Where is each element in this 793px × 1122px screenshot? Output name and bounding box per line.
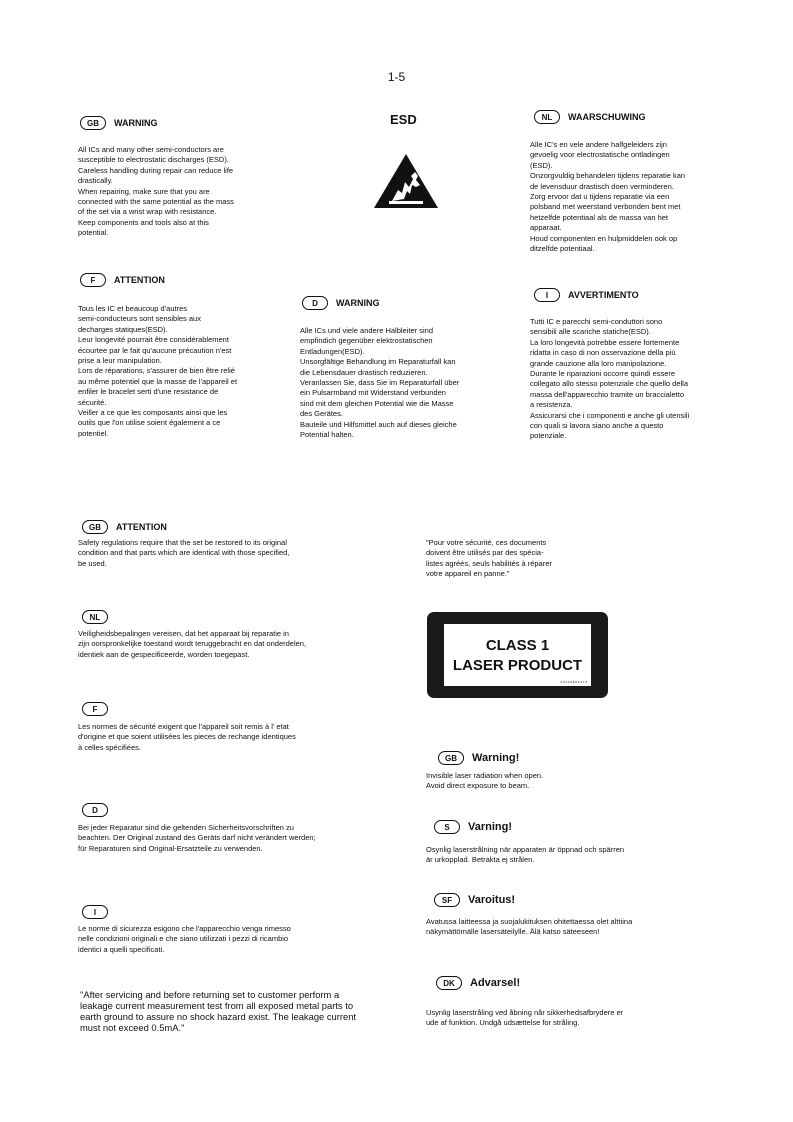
language-badge-i: I xyxy=(534,288,560,302)
f-attention-header xyxy=(80,273,165,287)
nl-warning-header xyxy=(534,110,646,124)
gb-warning-header xyxy=(80,116,158,130)
gb-warning-text: All ICs and many other semi-conductors are susceptible to electrostatic discharges (ESD). Careless handling during repair can reduce life drastically. When repairing, make sure that you are connected with the same potential as the mass of the set via a wrist wrap with resistance. Keep components and tools also at this potential. xyxy=(78,145,234,238)
gb-laser-warning-text: Invisible laser radiation when open. Avoid direct exposure to beam. xyxy=(426,771,544,791)
fr-service-note: "Pour votre sécurité, ces documents doivent être utilisés par des spécia- listes agréés, seuls habilités à réparer votre appareil en panne." xyxy=(426,538,552,579)
language-badge-dk: DK xyxy=(436,976,462,990)
language-badge-f-safety: F xyxy=(82,702,108,716)
nl-safety-header xyxy=(82,610,108,624)
language-badge-sf: SF xyxy=(434,893,460,907)
i-safety-text: Le norme di sicurezza esigono che l'apparecchio venga rimesso nelle condizioni originali e che siano utilizzati i pezzi di ricambio identici a quelli specificati. xyxy=(78,924,291,954)
language-badge-d-safety: D xyxy=(82,803,108,817)
language-badge-gb: GB xyxy=(80,116,106,130)
f-attention-text: Tous les IC et beaucoup d'autres semi-conducteurs sont sensibles aux decharges statiques(ESD). Leur longevité pourrait être considérablement écourtee par le fait qu'aucune précaution n'est prise a leur manipulation. Lors de réparations, s'assurer de bien être relié au même potentiel que la masse de l'appareil et enfiler le bracelet serti d'une resistance de sécurité. Veiller a ce que les composants ainsi que les outils que l'on utilise soient également a ce potentiel. xyxy=(78,304,238,438)
d-warning-title: WARNING xyxy=(336,298,380,308)
i-warning-text: Tutti IC e parecchi semi-conduttori sono sensibili alle scariche statiche(ESD). La loro longevità potrebbe essere fortemente ridatta in caso di non osservazione della più grande cauzione alla loro manipolazione. Durante le riparazioni occorre quindi essere collegato allo stesso potenziale che quello della massa dell'apparecchio tramite un braccialetto a resistenza. Assicurarsi che i componenti e anche gli utensili con quali si lavora siano anche a questo potenziale. xyxy=(530,317,690,441)
language-badge-gb-laser: GB xyxy=(438,751,464,765)
laser-label-code: 3 3 2 2 9 5 6 0 4 1 5 xyxy=(560,680,587,684)
f-safety-header xyxy=(82,702,108,716)
language-badge-d: D xyxy=(302,296,328,310)
d-warning-text: Alle ICs und viele andere Halbleiter sind empfindich gegenüber elektrostatischen Entladungen(ESD). Unsorgfältige Behandlung im Reparaturfall kan die Lebensdauer drastisch reduzieren. Veranlassen Sie, dass Sie im Reparaturfall über ein Pulsarmband mit Widerstand verbunden sind mit dem gleichen Potential wie die Masse des Gerätes. Bauteile und Hilfsmittel auch auf dieses gleiche Potential halten. xyxy=(300,326,460,440)
s-laser-warning-header xyxy=(434,820,512,834)
gb-laser-warning-title: Warning! xyxy=(472,752,520,764)
sf-laser-warning-header xyxy=(434,893,515,907)
dk-laser-warning-text: Usynlig laserstråling ved åbning når sikkerhedsafbrydere er ude af funktion. Undgå udsættelse for stråling. xyxy=(426,1008,624,1028)
language-badge-gb-safety: GB xyxy=(82,520,108,534)
page-number: 1-5 xyxy=(387,70,406,84)
d-safety-header xyxy=(82,803,108,817)
language-badge-nl-safety: NL xyxy=(82,610,108,624)
leakage-current-note: "After servicing and before returning set to customer perform a leakage current measurement test from all exposed metal parts to earth ground to assure no shock hazard exist. The leakage current must not exceed 0.5mA." xyxy=(80,989,357,1033)
laser-label-panel xyxy=(444,624,591,686)
s-laser-warning-title: Varning! xyxy=(468,821,513,833)
language-badge-s: S xyxy=(434,820,460,834)
dk-laser-warning-header xyxy=(436,976,520,990)
gb-laser-warning-header xyxy=(438,751,519,765)
gb-attention-header xyxy=(82,520,167,534)
dk-laser-warning-title: Advarsel! xyxy=(470,977,521,989)
laser-class-text: CLASS 1 xyxy=(485,637,550,654)
nl-warning-title: WAARSCHUWING xyxy=(568,112,646,122)
sf-laser-warning-text: Avatussa laitteessa ja suojalukituksen ohitettaessa olet alttiina näkymättömälle lasersäteilylle. Älä katso säteeseen! xyxy=(426,917,633,937)
laser-product-text: LASER PRODUCT xyxy=(452,657,583,674)
gb-attention-text: Safety regulations require that the set be restored to its original condition and that parts which are identical with those specified, be used. xyxy=(78,538,290,568)
gb-attention-title: ATTENTION xyxy=(116,522,167,532)
d-safety-text: Bei jeder Reparatur sind die geltenden Sicherheitsvorschriften zu beachten. Der Original zustand des Geräts darf nicht verändert werden; für Reparaturen sind Original-Ersatzteile zu verwenden. xyxy=(78,823,316,853)
language-badge-nl: NL xyxy=(534,110,560,124)
s-laser-warning-text: Osynlig laserstrålning när apparaten är öppnad och spärren är urkopplad. Betrakta ej strålen. xyxy=(426,845,625,865)
i-warning-header xyxy=(534,288,639,302)
esd-warning-triangle-icon xyxy=(372,152,440,210)
f-attention-title: ATTENTION xyxy=(114,275,165,285)
gb-warning-title: WARNING xyxy=(114,118,158,128)
language-badge-i-safety: I xyxy=(82,905,108,919)
i-safety-header xyxy=(82,905,108,919)
esd-title: ESD xyxy=(390,112,417,127)
sf-laser-warning-title: Varoitus! xyxy=(468,894,516,906)
language-badge-f: F xyxy=(80,273,106,287)
nl-safety-text: Veiligheidsbepalingen vereisen, dat het apparaat bij reparatie in zijn oorspronkelijke toestand wordt teruggebracht en dat onderdelen, identiek aan de gespecificeerde, worden toegepast. xyxy=(78,629,307,659)
f-safety-text: Les normes de sécurité exigent que l'appareil soit remis à l' etat d'origine et que soient utilisées les pieces de rechange identiques à celles spécifiées. xyxy=(78,722,296,752)
laser-product-label xyxy=(427,612,608,698)
nl-warning-text: Alle IC's en vele andere halfgeleiders zijn gevoelig voor electrostatische ontladingen (ESD). Onzorgvuldig behandelen tijdens reparatie kan de levensduur drastisch doen verminderen. Zorg ervoor dat u tijdens reparatie via een polsband met weerstand verbonden bent met hetzelfde potentiaal als de massa van het apparaat. Houd componenten en hulpmiddelen ook op ditzelfde potentiaal. xyxy=(530,140,686,254)
d-warning-header xyxy=(302,296,380,310)
i-warning-title: AVVERTIMENTO xyxy=(568,290,639,300)
